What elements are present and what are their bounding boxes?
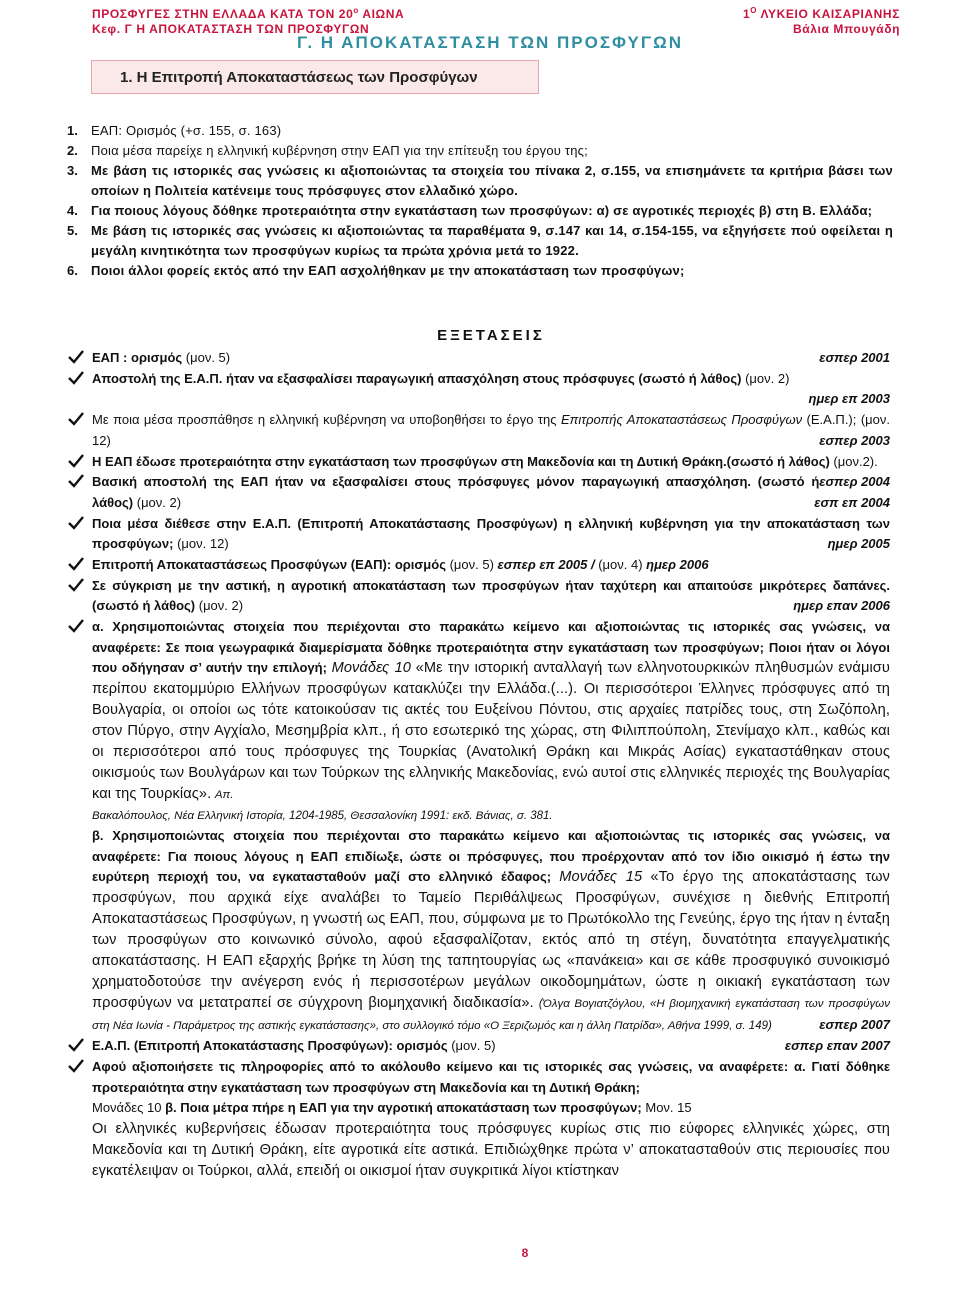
checkmark-icon bbox=[67, 410, 85, 428]
checkmark-icon bbox=[67, 348, 85, 366]
question-list bbox=[67, 121, 893, 281]
checkmark-icon bbox=[67, 555, 85, 573]
section-heading-box: 1. Η Επιτροπή Αποκαταστάσεως των Προσφύγων bbox=[91, 60, 539, 94]
exam-item: Σε σύγκριση με την αστική, η αγροτική αποκατάσταση των προσφύγων ήταν ταχύτερη και απαιτούσε μικρότερες δαπάνες.(σωστό ή λάθος) (μον. 2) ημερ επαν 2006 bbox=[92, 576, 890, 617]
exam-item: Βασική αποστολή της ΕΑΠ ήταν να εξασφαλίσει στους πρόσφυγες μόνον παραγωγική απασχόληση. (σωστό ή λάθος) (μον. 2) εσπ επ 2004 bbox=[92, 472, 890, 513]
question-item: 2. Ποια μέσα παρείχε η ελληνική κυβέρνηση στην ΕΑΠ για την επίτευξη του έργου της; bbox=[67, 143, 588, 158]
exam-item: ΕΑΠ : ορισμός (μον. 5) εσπερ 2001 bbox=[92, 348, 890, 369]
exam-item: Ε.Α.Π. (Επιτροπή Αποκατάστασης Προσφύγων): ορισμός (μον. 5) εσπερ επαν 2007 bbox=[92, 1036, 890, 1057]
checkmark-icon bbox=[67, 617, 85, 635]
running-header-left bbox=[92, 3, 404, 37]
exam-item: α. Χρησιμοποιώντας στοιχεία που περιέχονται στο παρακάτω κείμενο και αξιοποιώντας τις ιστορικές σας γνώσεις, να αναφέρετε: Σε ποια γεωγραφικά διαμερίσματα δόθηκε προτεραιότητα στην εγκατάσταση των προσφύγων; Ποιοι ήταν οι λόγοι που οδήγησαν σ’ αυτήν την επιλογή; Μονάδες 10 «Με την ιστορική ανταλλαγή των ελληνοτουρκικών πληθυσμών ενάμισυ περίπου εκατομμύριο Ελλήνων προσφύγων κατακλύζει την Ελλάδα.(...). Οι περισσότεροι Έλληνες πρόσφυγες από τη Βουλγαρία, οι οποίοι ως τότε κατοικούσαν τις ακτές του Ευξείνου Πόντου, στις αρχαίες πατρίδες τους, στη Σωζόπολη, στον Πύργο, στην Αγχίαλο, Μεσημβρία κλπ., ή στο εσωτερικό της χώρας, στη Φιλιππούπολη, Στενίμαχο κλπ., καθώς και οι περισσότεροι από τους πρόσφυγες της Τουρκίας (Ανατολική Θράκη και Μικράς Ασίας) εγκαταστάθηκαν στους οικισμούς των Βουλγάρων και των Τούρκων της ελληνικής Μακεδονίας, ενώ αυτοί στις ελληνικές περιοχές της Βουλγαρίας και της Τουρκίας». Απ. Βακαλόπουλος, Νέα Ελληνική Ιστορία, 1204-1985, Θεσσαλονίκη 1991: εκδ. Βάνιας, σ. 381. β. Χρησιμοποιώντας στοιχεία που περιέχονται στο παρακάτω κείμενο και αξιοποιώντας τις ιστορικές σας γνώσεις, να αναφέρετε: Για ποιους λόγους η ΕΑΠ επιδίωξε, ώστε οι πρόσφυγες, που προέρχονταν από τον ίδιο οικισμό ή έστω την ευρύτερη περιοχή του, να εγκατασταθούν μαζί στο ελληνικό έδαφος; Μονάδες 15 «Το έργο της αποκατάστασης των προσφύγων, που αρχικά είχε αναλάβει το Ταμείο Περιθάλψεως Προσφύγων, συνέχισε η διεθνής Επιτροπή Αποκαταστάσεως Προσφύγων, η γνωστή ως ΕΑΠ, που, σύμφωνα με το Πρωτόκολλο της Γενεύης, έργο της ήταν η ένταξη των προσφύγων στο κοινωνικό σύνολο, αφού εξασφαλίζοταν, εκτός από τη στέγη, δυνατότητα επαγγελματικής αποκατάστασης. Η ΕΑΠ εξαρχής βρήκε τη λύση της ταπητουργίας ως «πανάκεια» και σε κάθε προσφυγικό συνοικισμό χρηματοδοτούσε την ανέγερση ενός ή περισσοτέρων μεγάλων οικοδομημάτων, ώστε η οικιακή εγκατάσταση των προσφύγων να μετατραπεί σε σύγχρονη βιομηχανική διαδικασία». (Όλγα Βογιατζόγλου, «Η βιομηχανική εγκατάσταση των προσφύγων στη Νέα Ιωνία - Παράμετρος της αστικής εγκατάστασης», στο συλλογικό τόμο «Ο Ξεριζωμός και η άλλη Πατρίδα», Αθήνα 1999, σ. 149) εσπερ 2007 bbox=[92, 617, 890, 1036]
exam-item: Αποστολή της Ε.Α.Π. ήταν να εξασφαλίσει παραγωγική απασχόληση στους πρόσφυγες (σωστό ή λάθος) (μον. 2) ημερ επ 2003 bbox=[92, 369, 890, 410]
checkmark-icon bbox=[67, 1036, 85, 1054]
exam-item: Με ποια μέσα προσπάθησε η ελληνική κυβέρνηση να υποβοηθήσει το έργο της Επιτροπής Αποκαταστάσεως Προσφύγων (Ε.Α.Π.); (μον. 12) εσπερ 2003 bbox=[92, 410, 890, 451]
exams-heading: ΕΞΕΤΑΣΕΙΣ bbox=[437, 327, 545, 344]
page-title: Γ. Η ΑΠΟΚΑΤΑΣΤΑΣΗ ΤΩΝ ΠΡΟΣΦΥΓΩΝ bbox=[297, 33, 683, 52]
question-item: 4. Για ποιους λόγους δόθηκε προτεραιότητα στην εγκατάσταση των προσφύγων: α) σε αγροτικές περιοχές β) στη Β. Ελλάδα; bbox=[67, 203, 873, 218]
header-chapter: Κεφ. Γ Η ΑΠΟΚΑΤΑΣΤΑΣΗ ΤΩΝ ΠΡΟΣΦΥΓΩΝ bbox=[92, 22, 370, 36]
checkmark-icon bbox=[67, 576, 85, 594]
exam-list bbox=[92, 348, 890, 1182]
running-header-right bbox=[743, 3, 900, 37]
page-number: 8 bbox=[521, 1246, 529, 1260]
exam-item: Επιτροπή Αποκαταστάσεως Προσφύγων (ΕΑΠ): ορισμός (μον. 5) εσπερ επ 2005 / (μον. 4) ημερ 2006 bbox=[92, 555, 890, 576]
exam-item: Ποια μέσα διέθεσε στην Ε.Α.Π. (Επιτροπή Αποκατάστασης Προσφύγων) η ελληνική κυβέρνηση για την αποκατάσταση των προσφύγων; (μον. 12) ημερ 2005 bbox=[92, 514, 890, 555]
checkmark-icon bbox=[67, 472, 85, 490]
exam-item: Η ΕΑΠ έδωσε προτεραιότητα στην εγκατάσταση των προσφύγων στη Μακεδονία και τη Δυτική Θράκη.(σωστό ή λάθος) (μον.2). εσπερ 2004 bbox=[92, 452, 890, 473]
header-school: $1^O$ ΛΥΚΕΙΟ ΚΑΙΣΑΡΙΑΝΗΣ bbox=[742, 6, 900, 21]
header-author: Βάλια Μπουγάδη bbox=[793, 22, 900, 36]
checkmark-icon bbox=[67, 1057, 85, 1075]
checkmark-icon bbox=[67, 452, 85, 470]
checkmark-icon bbox=[67, 514, 85, 532]
question-item: 3. Με βάση τις ιστορικές σας γνώσεις κι αξιοποιώντας τα στοιχεία του πίνακα 2, σ.155, να επισημάνετε τα κριτήρια βάσει των οποίων η Πολιτεία κατένειμε τους πρόσφυγες στον ελλαδικό χώρο. bbox=[67, 163, 893, 198]
question-item: 1. ΕΑΠ: Ορισμός (+σ. 155, σ. 163) bbox=[67, 123, 282, 138]
exam-item: Αφού αξιοποιήσετε τις πληροφορίες από το ακόλουθο κείμενο και τις ιστορικές σας γνώσεις, να αναφέρετε: α. Γιατί δόθηκε προτεραιότητα στην εγκατάσταση των προσφύγων στη Μακεδονία και τη Δυτική Θράκη; Μονάδες 10 β. Ποια μέτρα πήρε η ΕΑΠ για την αγροτική αποκατάσταση των προσφύγων; Μον. 15 Οι ελληνικές κυβερνήσεις έδωσαν προτεραιότητα τους πρόσφυγες κυρίως στις πιο εύφορες ελληνικές χώρες, στη Μακεδονία και τη Δυτική Θράκη, είτε αγροτικά είτε αστικά. Επιδιώχθηκε πρώτα ν’ αποκατασταθούν στις περιουσίες που εγκατέλειψαν οι Τούρκοι, αλλά, επειδή οι οικισμοί ήταν συγκριτικά λίγοι κτίστηκαν bbox=[92, 1057, 890, 1182]
header-course-title: ΠΡΟΣΦΥΓΕΣ ΣΤΗΝ ΕΛΛΑΔΑ ΚΑΤΑ ΤΟΝ $20^o$ ΑΙΩΝΑ bbox=[92, 6, 405, 21]
question-item: 6. Ποιοι άλλοι φορείς εκτός από την ΕΑΠ ασχολήθηκαν με την αποκατάσταση των προσφύγων; bbox=[67, 263, 685, 278]
checkmark-icon bbox=[67, 369, 85, 387]
question-item: 5. Με βάση τις ιστορικές σας γνώσεις κι αξιοποιώντας τα παραθέματα 9, σ.147 και 14, σ.154-155, να εξηγήσετε πού οφείλεται η μεγάλη κινητικότητα των προσφύγων κυρίως τα πρώτα χρόνια μετά το 1922. bbox=[67, 223, 893, 258]
